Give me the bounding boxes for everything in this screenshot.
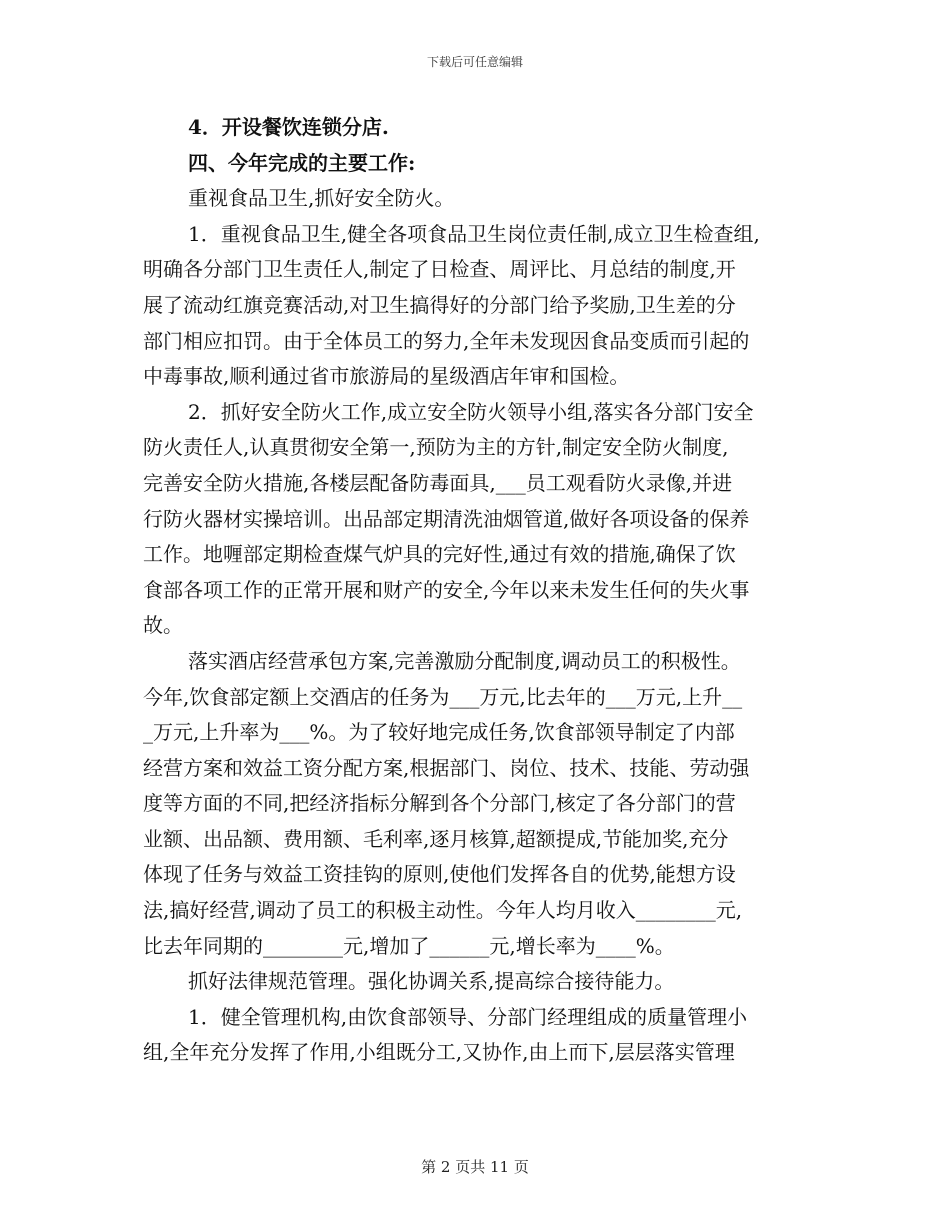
text-line: 行防火器材实操培训。出品部定期清洗油烟管道,做好各项设备的保养 bbox=[143, 506, 750, 531]
text-line: 中毒事故,顺利通过省市旅游局的星级酒店年审和国检。 bbox=[143, 364, 630, 389]
text-line: 比去年同期的________元,增加了______元,增长率为____%。 bbox=[143, 933, 675, 958]
page-header: 下载后可任意编辑 bbox=[426, 55, 523, 69]
text-line: 抓好法律规范管理。强化协调关系,提高综合接待能力。 bbox=[188, 969, 675, 994]
text-line: 防火责任人,认真贯彻安全第一,预防为主的方针,制定安全防火制度, bbox=[143, 435, 729, 460]
text-line: 法,搞好经营,调动了员工的积极主动性。今年人均月收入________元, bbox=[143, 898, 743, 923]
text-line: 组,全年充分发挥了作用,小组既分工,又协作,由上而下,层层落实管理 bbox=[143, 1040, 735, 1065]
text-line: 2．抓好安全防火工作,成立安全防火领导小组,落实各分部门安全 bbox=[188, 399, 754, 424]
text-line: 1．健全管理机构,由饮食部领导、分部门经理组成的质量管理小 bbox=[188, 1004, 748, 1029]
heading-line: 4．开设餐饮连锁分店. bbox=[188, 115, 389, 139]
text-line: 部门相应扣罚。由于全体员工的努力,全年未发现因食品变质而引起的 bbox=[143, 328, 750, 353]
text-line: 展了流动红旗竞赛活动,对卫生搞得好的分部门给予奖励,卫生差的分 bbox=[143, 292, 736, 317]
text-line: 明确各分部门卫生责任人,制定了日检查、周评比、月总结的制度,开 bbox=[143, 257, 736, 282]
text-line: 食部各项工作的正常开展和财产的安全,今年以来未发生任何的失火事 bbox=[143, 577, 750, 602]
text-line: 业额、出品额、费用额、毛利率,逐月核算,超额提成,节能加奖,充分 bbox=[143, 826, 729, 851]
text-line: 落实酒店经营承包方案,完善激励分配制度,调动员工的积极性。 bbox=[188, 648, 741, 673]
text-line: 工作。地喱部定期检查煤气炉具的完好性,通过有效的措施,确保了饮 bbox=[143, 542, 736, 567]
text-line: 完善安全防火措施,各楼层配备防毒面具,___员工观看防火录像,并进 bbox=[143, 470, 733, 495]
text-line: 故。 bbox=[143, 613, 183, 638]
text-line: 1．重视食品卫生,健全各项食品卫生岗位责任制,成立卫生检查组, bbox=[188, 221, 760, 246]
document-body bbox=[143, 110, 815, 1071]
text-line: 体现了任务与效益工资挂钩的原则,使他们发挥各自的优势,能想方设 bbox=[143, 862, 736, 887]
text-line: 度等方面的不同,把经济指标分解到各个分部门,核定了各分部门的营 bbox=[143, 791, 736, 816]
text-line: 重视食品卫生,抓好安全防火。 bbox=[188, 186, 455, 211]
heading-line: 四、今年完成的主要工作: bbox=[188, 150, 416, 175]
text-line: 经营方案和效益工资分配方案,根据部门、岗位、技术、技能、劳动强 bbox=[143, 755, 750, 780]
page-footer: 第 2 页共 11 页 bbox=[421, 1158, 529, 1176]
text-line: _万元,上升率为___%。为了较好地完成任务,饮食部领导制定了内部 bbox=[143, 720, 735, 745]
text-line: 今年,饮食部定额上交酒店的任务为___万元,比去年的___万元,上升__ bbox=[143, 684, 743, 709]
